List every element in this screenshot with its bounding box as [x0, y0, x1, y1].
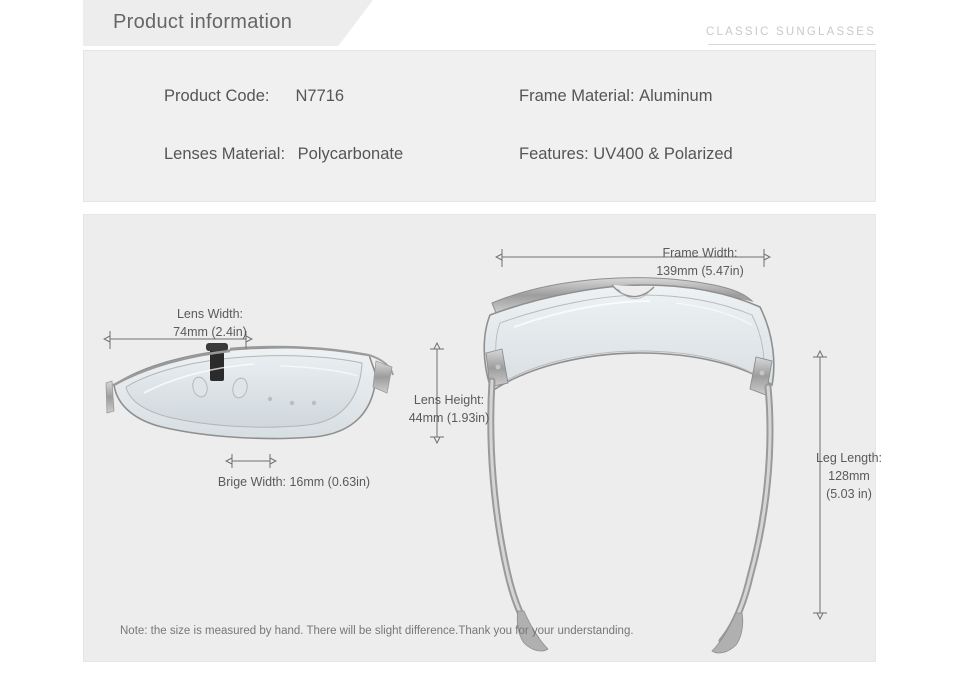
info-lenses-material	[164, 145, 403, 164]
info-product-code	[164, 87, 344, 106]
brand-underline	[708, 44, 876, 45]
lens-width-label	[110, 305, 310, 341]
features-label: Features:	[519, 145, 589, 163]
frame-width-title: Frame Width:	[662, 246, 738, 260]
product-info-panel	[83, 50, 876, 202]
frame-material-value: Aluminum	[639, 87, 713, 105]
product-code-label: Product Code:	[164, 87, 270, 105]
frame-width-label	[600, 244, 800, 280]
leg-length-value-inches: (5.03 in)	[826, 487, 872, 502]
dimension-diagram-panel	[83, 214, 883, 662]
leg-length-label	[784, 449, 914, 503]
measurement-note: Note: the size is measured by hand. There will be slight difference.Thank you for your understanding.	[120, 625, 634, 637]
lens-height-title: Lens Height:	[413, 393, 485, 407]
leg-length-value: 128mm	[828, 469, 870, 484]
info-features	[519, 145, 733, 164]
leg-length-title: Leg Length:	[815, 451, 883, 465]
lens-width-value: 74mm (2.4in)	[173, 325, 247, 340]
lenses-material-value: Polycarbonate	[297, 145, 404, 163]
frame-width-value: 139mm (5.47in)	[656, 264, 744, 279]
sunglasses-back-view	[484, 278, 774, 653]
info-frame-material	[519, 87, 712, 106]
lens-width-title: Lens Width:	[176, 307, 243, 321]
brige-width-label: Brige Width: 16mm (0.63in)	[217, 475, 371, 489]
lens-height-label	[394, 391, 504, 427]
sunglasses-diagram	[84, 215, 877, 663]
sunglasses-front-view	[106, 343, 393, 439]
brige-width-dimension	[232, 454, 270, 468]
product-code-value: N7716	[295, 87, 345, 105]
frame-material-label: Frame Material:	[519, 87, 635, 105]
lenses-material-label: Lenses Material:	[164, 145, 286, 163]
brand-label: CLASSIC SUNGLASSES	[706, 26, 876, 38]
page-header	[0, 0, 960, 50]
page-title: Product information	[113, 11, 293, 33]
lens-height-value: 44mm (1.93in)	[408, 411, 490, 426]
features-value: UV400 & Polarized	[593, 145, 733, 163]
